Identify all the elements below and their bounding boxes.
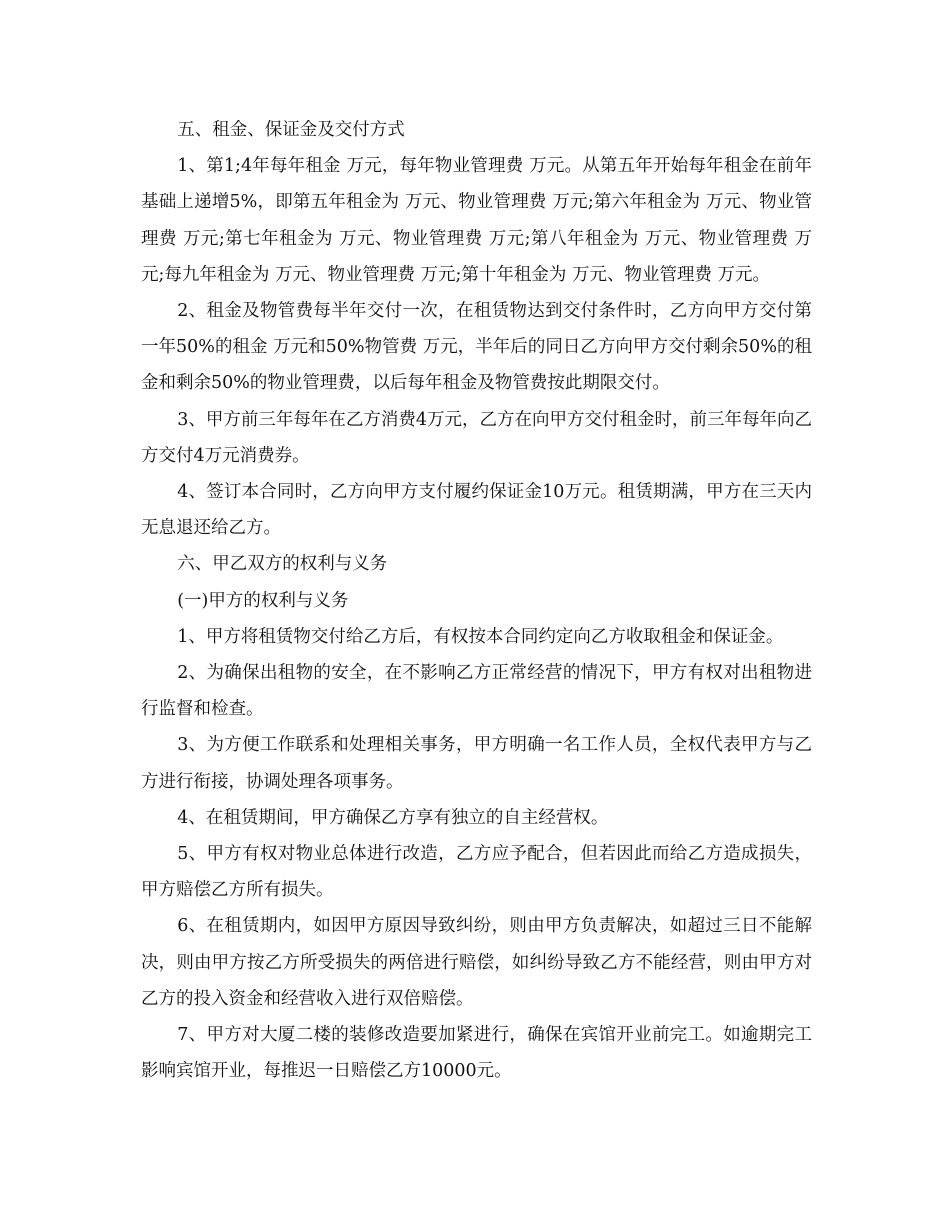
clause-payment-frequency: 2、租金及物管费每半年交付一次，在租赁物达到交付条件时，乙方向甲方交付第一年50%的租金 万元和50%物管费 万元，半年后的同日乙方向甲方交付剩余50%的租金和剩余50%的物业管理费，以后每年租金及物管费按此期限交付。 <box>141 301 812 394</box>
clause-party-a-operating-rights: 4、在租赁期间，甲方确保乙方享有独立的自主经营权。 <box>177 807 609 828</box>
clause-party-a-renovation-deadline: 7、甲方对大厦二楼的装修改造要加紧进行，确保在宾馆开业前完工。如逾期完工影响宾馆开业，每推迟一日赔偿乙方10000元。 <box>141 1025 812 1082</box>
clause-party-a-renovation: 5、甲方有权对物业总体进行改造，乙方应予配合，但若因此而给乙方造成损失，甲方赔偿乙方所有损失。 <box>141 844 812 901</box>
clause-party-a-liaison: 3、为方便工作联系和处理相关事务，甲方明确一名工作人员，全权代表甲方与乙方进行衔接，协调处理各项事务。 <box>141 735 812 792</box>
clause-performance-deposit: 4、签订本合同时，乙方向甲方支付履约保证金10万元。租赁期满，甲方在三天内无息退还给乙方。 <box>141 482 812 539</box>
subsection-heading-party-a: (一)甲方的权利与义务 <box>177 590 349 611</box>
document-body <box>141 112 812 1089</box>
clause-consumption-vouchers: 3、甲方前三年每年在乙方消费4万元，乙方在向甲方交付租金时，前三年每年向乙方交付4万元消费券。 <box>141 409 812 466</box>
section-heading-rent-deposit-payment: 五、租金、保证金及交付方式 <box>177 120 405 140</box>
section-heading-rights-obligations: 六、甲乙双方的权利与义务 <box>177 554 388 575</box>
clause-party-a-collect-rent: 1、甲方将租赁物交付给乙方后，有权按本合同约定向乙方收取租金和保证金。 <box>177 626 784 647</box>
clause-party-a-inspection: 2、为确保出租物的安全，在不影响乙方正常经营的情况下，甲方有权对出租物进行监督和检查。 <box>141 663 812 720</box>
clause-rent-schedule: 1、第1;4年每年租金 万元，每年物业管理费 万元。从第五年开始每年租金在前年基础上递增5%，即第五年租金为 万元、物业管理费 万元;第六年租金为 万元、物业管理费 万元;第七年租金为 万元、物业管理费 万元;第八年租金为 万元、物业管理费 万元;每九年租金为 万元、物业管理费 万元;第十年租金为 万元、物业管理费 万元。 <box>141 156 812 285</box>
clause-party-a-disputes: 6、在租赁期内，如因甲方原因导致纠纷，则由甲方负责解决，如超过三日不能解决，则由甲方按乙方所受损失的两倍进行赔偿，如纠纷导致乙方不能经营，则由甲方对乙方的投入资金和经营收入进行双倍赔偿。 <box>141 916 812 1009</box>
